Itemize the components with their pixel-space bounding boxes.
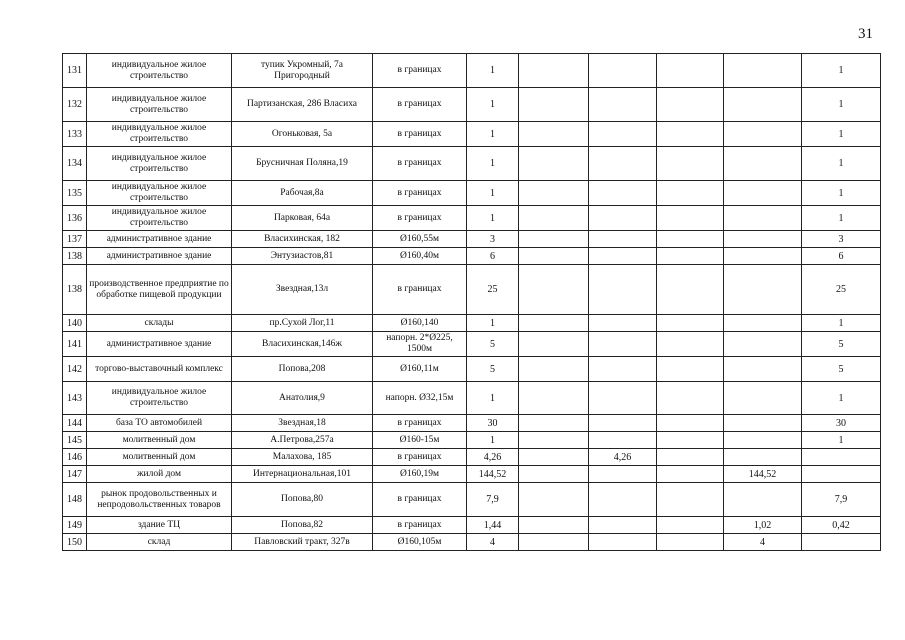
value-cell-2 — [589, 517, 657, 534]
value-cell-2 — [589, 54, 657, 88]
total-value-cell: 1 — [467, 88, 519, 122]
value-cell-1 — [519, 181, 589, 206]
row-number-cell: 147 — [63, 466, 87, 483]
facility-type-cell: административное здание — [87, 332, 232, 357]
value-cell-4 — [724, 88, 802, 122]
value-cell-3 — [657, 483, 724, 517]
connection-cell: в границах — [373, 54, 467, 88]
facilities-table — [62, 53, 881, 551]
value-cell-3 — [657, 181, 724, 206]
connection-cell: Ø160,55м — [373, 231, 467, 248]
value-cell-3 — [657, 122, 724, 147]
row-number-cell: 131 — [63, 54, 87, 88]
facility-type-cell: индивидуальное жилое строительство — [87, 88, 232, 122]
value-cell-1 — [519, 122, 589, 147]
address-cell: тупик Укромный, 7а Пригородный — [232, 54, 373, 88]
value-cell-5 — [802, 466, 881, 483]
value-cell-4 — [724, 382, 802, 415]
row-number-cell: 135 — [63, 181, 87, 206]
value-cell-2 — [589, 315, 657, 332]
table-row — [63, 122, 881, 147]
table-row — [63, 332, 881, 357]
value-cell-1 — [519, 147, 589, 181]
total-value-cell: 1 — [467, 382, 519, 415]
value-cell-2 — [589, 88, 657, 122]
value-cell-2 — [589, 534, 657, 551]
table-row — [63, 534, 881, 551]
row-number-cell: 144 — [63, 415, 87, 432]
total-value-cell: 1 — [467, 432, 519, 449]
facility-type-cell: база ТО автомобилей — [87, 415, 232, 432]
value-cell-3 — [657, 88, 724, 122]
table-row — [63, 466, 881, 483]
value-cell-1 — [519, 466, 589, 483]
value-cell-5: 1 — [802, 382, 881, 415]
row-number-cell: 138 — [63, 265, 87, 315]
total-value-cell: 30 — [467, 415, 519, 432]
value-cell-2 — [589, 231, 657, 248]
value-cell-3 — [657, 432, 724, 449]
row-number-cell: 140 — [63, 315, 87, 332]
value-cell-3 — [657, 382, 724, 415]
total-value-cell: 1,44 — [467, 517, 519, 534]
value-cell-3 — [657, 206, 724, 231]
address-cell: Власихинская, 182 — [232, 231, 373, 248]
value-cell-1 — [519, 206, 589, 231]
total-value-cell: 1 — [467, 122, 519, 147]
connection-cell: в границах — [373, 449, 467, 466]
row-number-cell: 141 — [63, 332, 87, 357]
connection-cell: в границах — [373, 147, 467, 181]
connection-cell: напорн. Ø32,15м — [373, 382, 467, 415]
value-cell-3 — [657, 54, 724, 88]
value-cell-3 — [657, 332, 724, 357]
value-cell-2 — [589, 466, 657, 483]
connection-cell: Ø160,105м — [373, 534, 467, 551]
total-value-cell: 7,9 — [467, 483, 519, 517]
total-value-cell: 3 — [467, 231, 519, 248]
address-cell: А.Петрова,257а — [232, 432, 373, 449]
value-cell-4 — [724, 357, 802, 382]
value-cell-3 — [657, 449, 724, 466]
value-cell-4: 1,02 — [724, 517, 802, 534]
table-row — [63, 432, 881, 449]
value-cell-5: 0,42 — [802, 517, 881, 534]
value-cell-2 — [589, 181, 657, 206]
connection-cell: Ø160-15м — [373, 432, 467, 449]
value-cell-1 — [519, 382, 589, 415]
value-cell-4 — [724, 147, 802, 181]
value-cell-4 — [724, 231, 802, 248]
value-cell-2 — [589, 206, 657, 231]
value-cell-4: 4 — [724, 534, 802, 551]
facility-type-cell: склад — [87, 534, 232, 551]
value-cell-5: 5 — [802, 332, 881, 357]
value-cell-5: 1 — [802, 206, 881, 231]
value-cell-5: 1 — [802, 122, 881, 147]
facility-type-cell: рынок продовольственных и непродовольственных товаров — [87, 483, 232, 517]
address-cell: Интернациональная,101 — [232, 466, 373, 483]
value-cell-4 — [724, 181, 802, 206]
value-cell-5: 6 — [802, 248, 881, 265]
facility-type-cell: индивидуальное жилое строительство — [87, 122, 232, 147]
value-cell-3 — [657, 466, 724, 483]
page-number: 31 — [858, 26, 873, 42]
table-body — [63, 54, 881, 551]
facility-type-cell: индивидуальное жилое строительство — [87, 54, 232, 88]
value-cell-5: 30 — [802, 415, 881, 432]
value-cell-5: 25 — [802, 265, 881, 315]
value-cell-2: 4,26 — [589, 449, 657, 466]
table-row — [63, 147, 881, 181]
value-cell-3 — [657, 231, 724, 248]
address-cell: Энтузиастов,81 — [232, 248, 373, 265]
address-cell: Звездная,13л — [232, 265, 373, 315]
facility-type-cell: здание ТЦ — [87, 517, 232, 534]
value-cell-2 — [589, 122, 657, 147]
value-cell-4 — [724, 332, 802, 357]
connection-cell: Ø160,19м — [373, 466, 467, 483]
row-number-cell: 133 — [63, 122, 87, 147]
value-cell-5 — [802, 534, 881, 551]
total-value-cell: 6 — [467, 248, 519, 265]
value-cell-5: 7,9 — [802, 483, 881, 517]
value-cell-4 — [724, 206, 802, 231]
address-cell: Попова,80 — [232, 483, 373, 517]
value-cell-1 — [519, 432, 589, 449]
table-row — [63, 265, 881, 315]
value-cell-1 — [519, 517, 589, 534]
address-cell: Анатолия,9 — [232, 382, 373, 415]
value-cell-5: 3 — [802, 231, 881, 248]
connection-cell: в границах — [373, 265, 467, 315]
value-cell-3 — [657, 315, 724, 332]
address-cell: Попова,82 — [232, 517, 373, 534]
value-cell-3 — [657, 248, 724, 265]
value-cell-1 — [519, 357, 589, 382]
row-number-cell: 149 — [63, 517, 87, 534]
row-number-cell: 145 — [63, 432, 87, 449]
table-row — [63, 382, 881, 415]
address-cell: Партизанская, 286 Власиха — [232, 88, 373, 122]
value-cell-2 — [589, 147, 657, 181]
connection-cell: Ø160,11м — [373, 357, 467, 382]
table-row — [63, 415, 881, 432]
table-row — [63, 248, 881, 265]
row-number-cell: 148 — [63, 483, 87, 517]
value-cell-4 — [724, 415, 802, 432]
row-number-cell: 134 — [63, 147, 87, 181]
address-cell: Рабочая,8а — [232, 181, 373, 206]
table-row — [63, 517, 881, 534]
connection-cell: в границах — [373, 415, 467, 432]
facility-type-cell: жилой дом — [87, 466, 232, 483]
value-cell-5: 1 — [802, 54, 881, 88]
value-cell-2 — [589, 382, 657, 415]
value-cell-4 — [724, 122, 802, 147]
total-value-cell: 1 — [467, 206, 519, 231]
value-cell-1 — [519, 483, 589, 517]
facility-type-cell: индивидуальное жилое строительство — [87, 181, 232, 206]
value-cell-4 — [724, 265, 802, 315]
facility-type-cell: производственное предприятие по обработке пищевой продукции — [87, 265, 232, 315]
value-cell-2 — [589, 332, 657, 357]
table-row — [63, 315, 881, 332]
address-cell: пр.Сухой Лог,11 — [232, 315, 373, 332]
total-value-cell: 4 — [467, 534, 519, 551]
value-cell-1 — [519, 315, 589, 332]
facility-type-cell: молитвенный дом — [87, 432, 232, 449]
facility-type-cell: молитвенный дом — [87, 449, 232, 466]
address-cell: Малахова, 185 — [232, 449, 373, 466]
connection-cell: Ø160,140 — [373, 315, 467, 332]
connection-cell: в границах — [373, 181, 467, 206]
total-value-cell: 5 — [467, 357, 519, 382]
table-row — [63, 449, 881, 466]
value-cell-1 — [519, 54, 589, 88]
table-row — [63, 181, 881, 206]
value-cell-4 — [724, 54, 802, 88]
total-value-cell: 144,52 — [467, 466, 519, 483]
facility-type-cell: торгово-выставочный комплекс — [87, 357, 232, 382]
value-cell-5: 1 — [802, 432, 881, 449]
address-cell: Попова,208 — [232, 357, 373, 382]
table-row — [63, 206, 881, 231]
address-cell: Брусничная Поляна,19 — [232, 147, 373, 181]
row-number-cell: 143 — [63, 382, 87, 415]
row-number-cell: 150 — [63, 534, 87, 551]
value-cell-3 — [657, 517, 724, 534]
connection-cell: Ø160,40м — [373, 248, 467, 265]
value-cell-5: 5 — [802, 357, 881, 382]
address-cell: Павловский тракт, 327в — [232, 534, 373, 551]
connection-cell: в границах — [373, 517, 467, 534]
table-row — [63, 54, 881, 88]
value-cell-5: 1 — [802, 181, 881, 206]
total-value-cell: 5 — [467, 332, 519, 357]
value-cell-1 — [519, 332, 589, 357]
facility-type-cell: склады — [87, 315, 232, 332]
value-cell-2 — [589, 248, 657, 265]
value-cell-1 — [519, 449, 589, 466]
address-cell: Власихинская,146ж — [232, 332, 373, 357]
value-cell-1 — [519, 415, 589, 432]
row-number-cell: 146 — [63, 449, 87, 466]
total-value-cell: 1 — [467, 54, 519, 88]
total-value-cell: 25 — [467, 265, 519, 315]
value-cell-3 — [657, 357, 724, 382]
value-cell-3 — [657, 415, 724, 432]
value-cell-4 — [724, 483, 802, 517]
address-cell: Огоньковая, 5а — [232, 122, 373, 147]
value-cell-5 — [802, 449, 881, 466]
facility-type-cell: административное здание — [87, 248, 232, 265]
row-number-cell: 138 — [63, 248, 87, 265]
row-number-cell: 137 — [63, 231, 87, 248]
value-cell-4: 144,52 — [724, 466, 802, 483]
table-row — [63, 231, 881, 248]
total-value-cell: 4,26 — [467, 449, 519, 466]
facility-type-cell: индивидуальное жилое строительство — [87, 382, 232, 415]
value-cell-4 — [724, 432, 802, 449]
value-cell-1 — [519, 265, 589, 315]
value-cell-2 — [589, 265, 657, 315]
connection-cell: в границах — [373, 483, 467, 517]
total-value-cell: 1 — [467, 181, 519, 206]
connection-cell: в границах — [373, 206, 467, 231]
value-cell-2 — [589, 483, 657, 517]
value-cell-5: 1 — [802, 147, 881, 181]
connection-cell: напорн. 2*Ø225, 1500м — [373, 332, 467, 357]
address-cell: Звездная,18 — [232, 415, 373, 432]
facility-type-cell: индивидуальное жилое строительство — [87, 206, 232, 231]
row-number-cell: 132 — [63, 88, 87, 122]
value-cell-1 — [519, 231, 589, 248]
value-cell-1 — [519, 248, 589, 265]
value-cell-4 — [724, 248, 802, 265]
value-cell-3 — [657, 534, 724, 551]
value-cell-3 — [657, 265, 724, 315]
value-cell-2 — [589, 415, 657, 432]
row-number-cell: 136 — [63, 206, 87, 231]
row-number-cell: 142 — [63, 357, 87, 382]
connection-cell: в границах — [373, 88, 467, 122]
table-row — [63, 357, 881, 382]
facility-type-cell: индивидуальное жилое строительство — [87, 147, 232, 181]
connection-cell: в границах — [373, 122, 467, 147]
value-cell-2 — [589, 357, 657, 382]
value-cell-5: 1 — [802, 88, 881, 122]
address-cell: Парковая, 64а — [232, 206, 373, 231]
value-cell-4 — [724, 315, 802, 332]
table-row — [63, 88, 881, 122]
facility-type-cell: административное здание — [87, 231, 232, 248]
total-value-cell: 1 — [467, 147, 519, 181]
value-cell-4 — [724, 449, 802, 466]
value-cell-3 — [657, 147, 724, 181]
total-value-cell: 1 — [467, 315, 519, 332]
value-cell-1 — [519, 534, 589, 551]
table-row — [63, 483, 881, 517]
value-cell-1 — [519, 88, 589, 122]
value-cell-2 — [589, 432, 657, 449]
value-cell-5: 1 — [802, 315, 881, 332]
